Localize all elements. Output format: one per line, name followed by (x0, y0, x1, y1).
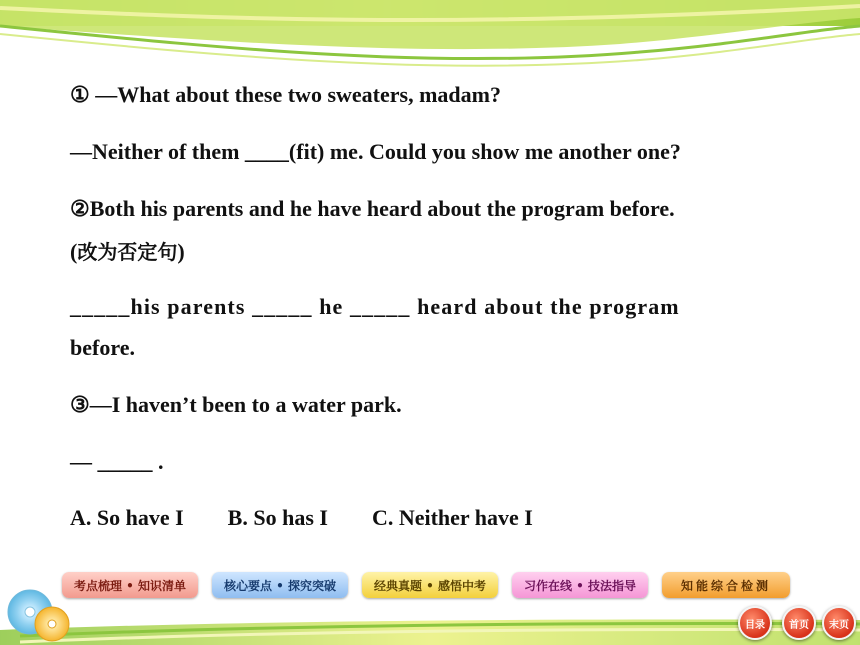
top-banner (0, 0, 860, 75)
question-2-blank-line-end: before. (70, 335, 135, 360)
instruction-close-paren: ) (177, 239, 185, 264)
question-3-answer-line: — _____ . (70, 449, 164, 474)
last-page-button[interactable]: 末页 (822, 606, 856, 640)
contents-button[interactable]: 目录 (738, 606, 772, 640)
question-3-prompt: ③—I haven’t been to a water park. (70, 392, 402, 417)
tab-core-points-exploration[interactable]: 核心要点 • 探究突破 (212, 572, 348, 598)
tab-key-points-knowledge[interactable]: 考点梳理 • 知识清单 (62, 572, 198, 598)
instruction-chinese: 改为否定句 (77, 240, 178, 264)
tab-classic-exam-questions[interactable]: 经典真题 • 感悟中考 (362, 572, 498, 598)
question-1-answer-line: —Neither of them ____(fit) me. Could you show me another one? (70, 139, 681, 164)
question-3-options: A. So have I B. So has I C. Neither have I (70, 505, 533, 530)
question-1-prompt: ① —What about these two sweaters, madam? (70, 82, 501, 107)
first-page-button[interactable]: 首页 (782, 606, 816, 640)
instruction-open-paren: ( (70, 239, 78, 264)
tab-writing-online[interactable]: 习作在线 • 技法指导 (512, 572, 648, 598)
tab-comprehensive-test[interactable]: 知能综合检测 (662, 572, 790, 598)
question-2-instruction (70, 236, 185, 265)
question-2-sentence: ②Both his parents and he have heard about the program before. (70, 196, 675, 221)
question-2-blank-line: _____his parents _____ he _____ heard about the program (70, 294, 680, 319)
